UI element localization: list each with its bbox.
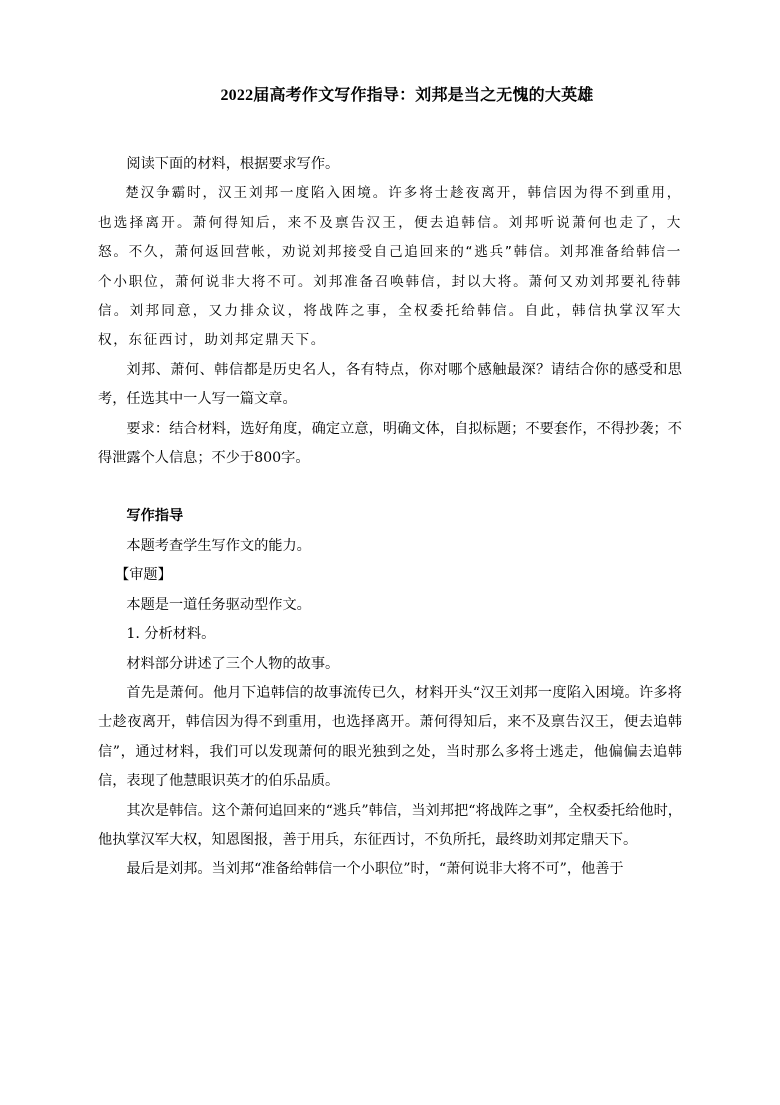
task-paragraph: 刘邦、萧何、韩信都是历史名人，各有特点，你对哪个感触最深？请结合你的感受和思考，任选其中一人写一篇文章。 xyxy=(98,361,682,408)
step1-intro: 材料部分讲述了三个人物的故事。 xyxy=(126,655,340,672)
material-paragraph: 楚汉争霸时，汉王刘邦一度陷入困境。许多将士趁夜离开，韩信因为得不到重用，也选择离开。萧何得知后，来不及禀告汉王，便去追韩信。刘邦听说萧何也走了，大怒。不久，萧何返回营帐，劝说刘邦接受自己追回来的“逃兵”韩信。刘邦准备给韩信一个小职位，萧何说非大将不可。刘邦准备召唤韩信，封以大将。萧何又劝刘邦要礼待韩信。刘邦同意，又力排众议，将战阵之事，全权委托给韩信。自此，韩信执掌汉军大权，东征西讨，助刘邦定鼎天下。 xyxy=(98,185,682,349)
shenti-heading: 【审题】 xyxy=(115,567,172,584)
section-gap xyxy=(98,473,682,502)
step1-heading: 1. 分析材料。 xyxy=(126,626,216,643)
guide-heading: 写作指导 xyxy=(126,508,184,525)
page-title: 2022届高考作文写作指导：刘邦是当之无愧的大英雄 xyxy=(220,87,594,104)
guide-intro: 本题考查学生写作文的能力。 xyxy=(126,537,311,554)
shenti-intro: 本题是一道任务驱动型作文。 xyxy=(126,596,311,613)
xiaohe-paragraph: 首先是萧何。他月下追韩信的故事流传已久，材料开头“汉王刘邦一度陷入困境。许多将士趁夜离开，韩信因为得不到重用，也选择离开。萧何得知后，来不及禀告汉王，便去追韩信”，通过材料，我们可以发现萧何的眼光独到之处，当时那么多将士逃走，他偏偏去追韩信，表现了他慧眼识英才的伯乐品质。 xyxy=(98,684,682,790)
prompt-intro: 阅读下面的材料，根据要求写作。 xyxy=(126,156,340,172)
liubang-paragraph: 最后是刘邦。当刘邦“准备给韩信一个小职位”时，“萧何说非大将不可”，他善于 xyxy=(126,861,624,878)
requirements-paragraph: 要求：结合材料，选好角度，确定立意，明确文体，自拟标题；不要套作，不得抄袭；不得泄露个人信息；不少于800字。 xyxy=(98,420,682,467)
hanxin-paragraph: 其次是韩信。这个萧何追回来的“逃兵”韩信，当刘邦把“将战阵之事”，全权委托给他时，他执掌汉军大权，知恩图报，善于用兵，东征西讨，不负所托，最终助刘邦定鼎天下。 xyxy=(98,802,682,848)
